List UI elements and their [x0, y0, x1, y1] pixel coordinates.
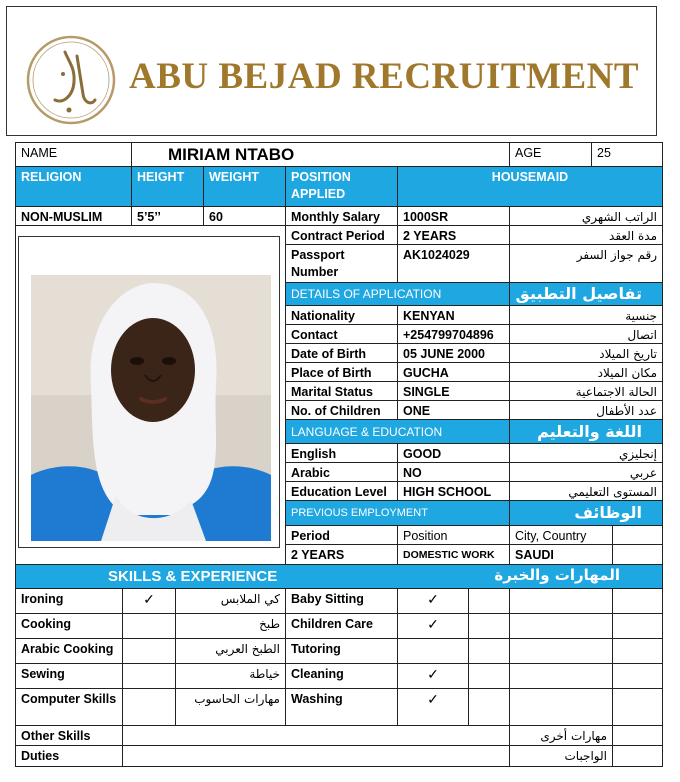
- skill-check-icon: [123, 689, 176, 726]
- skill-label-ar: خياطة: [176, 664, 286, 689]
- period-value: 2 YEARS: [286, 545, 398, 565]
- english-value: GOOD: [398, 444, 510, 463]
- skill-label: Washing: [286, 689, 398, 726]
- skill-empty-cell: [613, 689, 663, 726]
- passport-label-ar: رقم جواز السفر: [510, 245, 663, 283]
- marital-label: Marital Status: [286, 382, 398, 401]
- skill-empty-cell: [613, 589, 663, 614]
- weight-value: 60: [204, 207, 286, 226]
- skill-empty-cell: [469, 664, 510, 689]
- skill-label: Tutoring: [286, 639, 398, 664]
- education-label-ar: المستوى التعليمي: [510, 482, 663, 501]
- contact-label: Contact: [286, 325, 398, 344]
- english-label-ar: إنجليزي: [510, 444, 663, 463]
- other-skills-extra: [613, 726, 663, 746]
- salary-value: 1000SR: [398, 207, 510, 226]
- skill-label-ar: مهارات الحاسوب: [176, 689, 286, 726]
- location-value-extra-cell: [613, 545, 663, 565]
- skill-empty-cell: [510, 664, 613, 689]
- nationality-value: KENYAN: [398, 306, 510, 325]
- dob-label: Date of Birth: [286, 344, 398, 363]
- location-value: SAUDI: [510, 545, 613, 565]
- birthplace-label: Place of Birth: [286, 363, 398, 382]
- duties-extra: [613, 746, 663, 767]
- period-label: Period: [286, 526, 398, 545]
- skill-check-icon: [398, 639, 469, 664]
- header-banner: [6, 6, 657, 136]
- skill-empty-cell: [613, 614, 663, 639]
- employment-heading-ar: الوظائف السابقة: [510, 501, 663, 526]
- skill-empty-cell: [469, 639, 510, 664]
- position-header: POSITION APPLIED: [286, 167, 398, 207]
- contract-period-label-ar: مدة العقد: [510, 226, 663, 245]
- religion-header: RELIGION: [16, 167, 132, 207]
- children-value: ONE: [398, 401, 510, 420]
- skill-label: Children Care: [286, 614, 398, 639]
- skill-check-icon: [123, 664, 176, 689]
- employment-heading: PREVIOUS EMPLOYMENT: [286, 501, 510, 526]
- company-logo-icon: [25, 34, 117, 126]
- height-value: 5’5’’: [132, 207, 204, 226]
- salary-label-ar: الراتب الشهري: [510, 207, 663, 226]
- application-heading-ar: تفاصيل التطبيق: [510, 283, 663, 306]
- duties-label: Duties: [16, 746, 123, 767]
- age-value: 25: [592, 143, 663, 167]
- other-skills-label-ar: مهارات أخرى: [510, 726, 613, 746]
- skill-check-icon: [123, 614, 176, 639]
- skill-check-icon: ✓: [398, 664, 469, 689]
- skill-empty-cell: [469, 689, 510, 726]
- age-label: AGE: [510, 143, 592, 167]
- weight-header: WEIGHT: [204, 167, 286, 207]
- skill-empty-cell: [613, 639, 663, 664]
- location-label: City, Country: [510, 526, 613, 545]
- skills-heading: SKILLS & EXPERIENCE: [108, 568, 278, 585]
- location-extra-cell: [613, 526, 663, 545]
- name-label: NAME: [16, 143, 132, 167]
- contact-label-ar: اتصال: [510, 325, 663, 344]
- skill-empty-cell: [613, 664, 663, 689]
- contract-period-value: 2 YEARS: [398, 226, 510, 245]
- position-value: HOUSEMAID: [398, 167, 663, 207]
- education-value: HIGH SCHOOL: [398, 482, 510, 501]
- nationality-label: Nationality: [286, 306, 398, 325]
- other-skills-value: [123, 726, 510, 746]
- skills-heading-ar: المهارات والخبرة: [494, 566, 620, 584]
- dob-value: 05 JUNE 2000: [398, 344, 510, 363]
- duties-value: [123, 746, 510, 767]
- birthplace-label-ar: مكان الميلاد: [510, 363, 663, 382]
- children-label-ar: عدد الأطفال: [510, 401, 663, 420]
- skill-empty-cell: [469, 614, 510, 639]
- contact-value: +254799704896: [398, 325, 510, 344]
- skill-check-icon: ✓: [398, 589, 469, 614]
- skill-empty-cell: [510, 614, 613, 639]
- company-title: ABU BEJAD RECRUITMENT: [129, 56, 640, 97]
- skill-empty-cell: [510, 639, 613, 664]
- skill-label: Cooking: [16, 614, 123, 639]
- contract-period-label: Contract Period: [286, 226, 398, 245]
- duties-label-ar: الواجبات: [510, 746, 613, 767]
- language-heading-ar: اللغة والتعليم: [510, 420, 663, 444]
- birthplace-value: GUCHA: [398, 363, 510, 382]
- education-label: Education Level: [286, 482, 398, 501]
- skill-empty-cell: [469, 589, 510, 614]
- salary-label: Monthly Salary: [286, 207, 398, 226]
- skill-check-icon: ✓: [398, 614, 469, 639]
- height-header: HEIGHT: [132, 167, 204, 207]
- skill-empty-cell: [510, 689, 613, 726]
- english-label: English: [286, 444, 398, 463]
- skill-label: Cleaning: [286, 664, 398, 689]
- candidate-name: MIRIAM NTABO: [132, 143, 510, 167]
- passport-label: Passport Number: [286, 245, 398, 283]
- dob-label-ar: تاريخ الميلاد: [510, 344, 663, 363]
- photo-frame: [18, 236, 280, 548]
- skill-label: Ironing: [16, 589, 123, 614]
- children-label: No. of Children: [286, 401, 398, 420]
- other-skills-label: Other Skills: [16, 726, 123, 746]
- language-heading: LANGUAGE & EDUCATION: [286, 420, 510, 444]
- skill-label: Computer Skills: [16, 689, 123, 726]
- skill-check-icon: ✓: [398, 689, 469, 726]
- religion-value: NON-MUSLIM: [16, 207, 132, 226]
- position-label: Position: [398, 526, 510, 545]
- candidate-photo: [31, 275, 271, 541]
- skill-label: Arabic Cooking: [16, 639, 123, 664]
- arabic-label-ar: عربي: [510, 463, 663, 482]
- skill-label-ar: طبخ: [176, 614, 286, 639]
- skill-label: Sewing: [16, 664, 123, 689]
- passport-value: AK1024029: [398, 245, 510, 283]
- skill-empty-cell: [510, 589, 613, 614]
- employment-position-value: DOMESTIC WORK: [398, 545, 510, 565]
- nationality-label-ar: جنسية: [510, 306, 663, 325]
- skill-label: Baby Sitting: [286, 589, 398, 614]
- application-heading: DETAILS OF APPLICATION: [286, 283, 510, 306]
- skill-label-ar: كي الملابس: [176, 589, 286, 614]
- marital-label-ar: الحالة الاجتماعية: [510, 382, 663, 401]
- skill-label-ar: الطبخ العربي: [176, 639, 286, 664]
- skill-check-icon: [123, 639, 176, 664]
- skill-check-icon: ✓: [123, 589, 176, 614]
- arabic-value: NO: [398, 463, 510, 482]
- arabic-label: Arabic: [286, 463, 398, 482]
- marital-value: SINGLE: [398, 382, 510, 401]
